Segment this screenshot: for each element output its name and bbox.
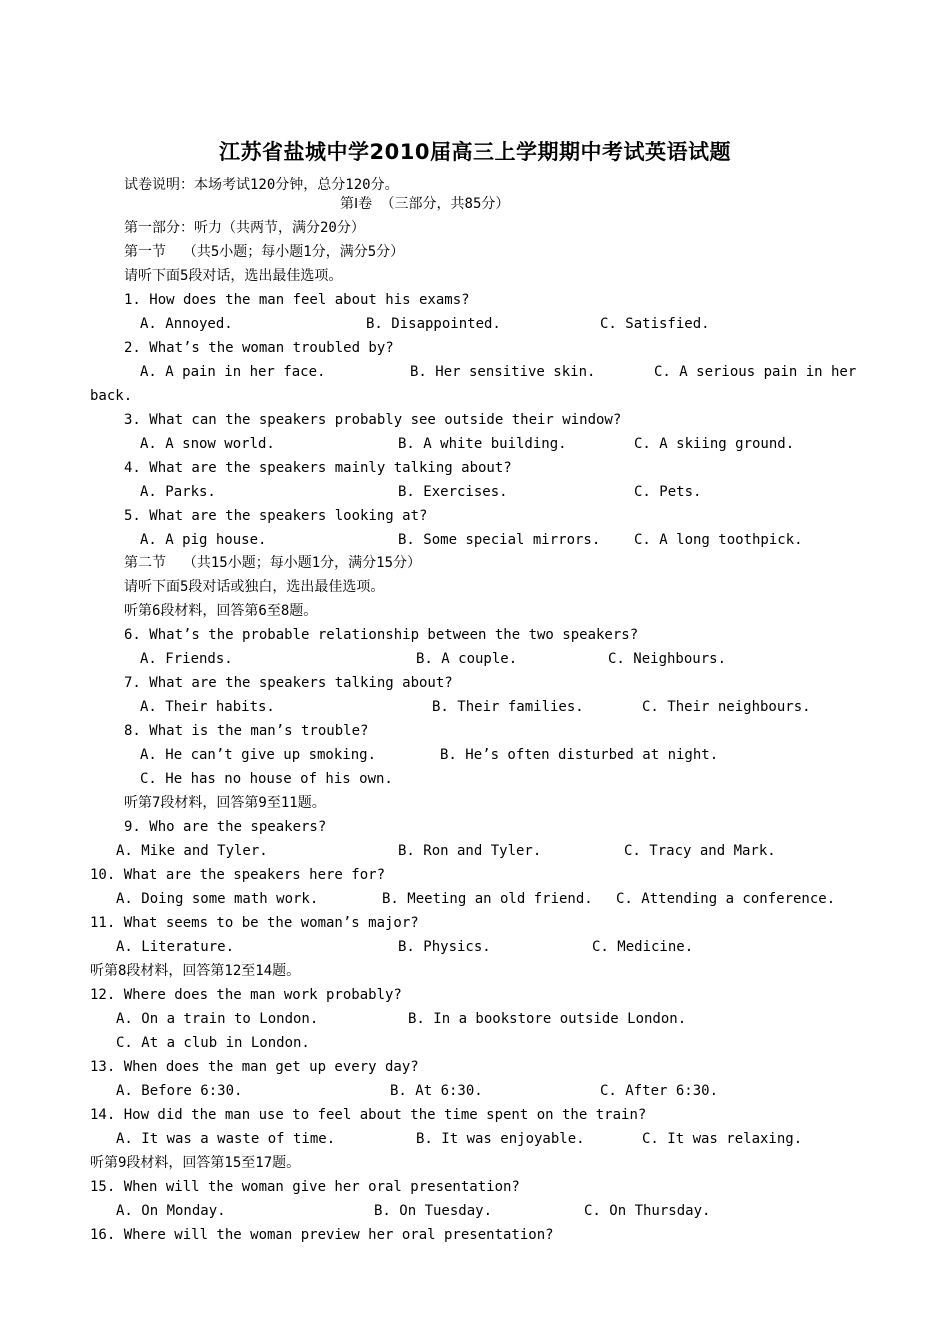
page-title: 江苏省盐城中学2010届高三上学期期中考试英语试题	[219, 140, 731, 164]
option-a: A. On a train to London.	[116, 1011, 319, 1027]
option-a: A. Annoyed.	[140, 316, 233, 332]
volume-heading: 第Ⅰ卷 （三部分，共85分）	[340, 196, 510, 212]
option-a: A. On Monday.	[116, 1203, 226, 1219]
question-10: 10. What are the speakers here for?	[90, 867, 386, 883]
option-b: B. On Tuesday.	[374, 1203, 493, 1219]
question-3: 3. What can the speakers probably see outside their window?	[124, 412, 622, 428]
question-2: 2. What’s the woman troubled by?	[124, 340, 394, 356]
part-heading: 第一部分：听力（共两节，满分20分）	[124, 220, 365, 236]
question-9: 9. Who are the speakers?	[124, 819, 327, 835]
option-b: B. He’s often disturbed at night.	[440, 747, 719, 763]
option-c-continued: back.	[90, 388, 133, 404]
material-heading: 听第6段材料，回答第6至8题。	[124, 603, 318, 619]
question-16: 16. Where will the woman preview her oral presentation?	[90, 1227, 554, 1243]
option-c: C. Attending a conference.	[616, 891, 836, 907]
option-c: C. It was relaxing.	[642, 1131, 803, 1147]
question-12: 12. Where does the man work probably?	[90, 987, 402, 1003]
option-b: B. Their families.	[432, 699, 584, 715]
option-b: B. Some special mirrors.	[398, 532, 601, 548]
question-15: 15. When will the woman give her oral presentation?	[90, 1179, 520, 1195]
option-c: C. Tracy and Mark.	[624, 843, 776, 859]
option-a: A. It was a waste of time.	[116, 1131, 336, 1147]
material-heading: 听第7段材料，回答第9至11题。	[124, 795, 326, 811]
question-8: 8. What is the man’s trouble?	[124, 723, 369, 739]
option-c: C. Satisfied.	[600, 316, 710, 332]
question-4: 4. What are the speakers mainly talking about?	[124, 460, 512, 476]
option-b: B. Physics.	[398, 939, 491, 955]
question-13: 13. When does the man get up every day?	[90, 1059, 419, 1075]
option-b: B. Disappointed.	[366, 316, 501, 332]
option-a: A. Mike and Tyler.	[116, 843, 268, 859]
material-heading: 听第8段材料，回答第12至14题。	[90, 963, 301, 979]
option-a: A. A snow world.	[140, 436, 275, 452]
section-instruction: 请听下面5段对话或独白，选出最佳选项。	[124, 579, 385, 595]
question-11: 11. What seems to be the woman’s major?	[90, 915, 419, 931]
option-b: B. Ron and Tyler.	[398, 843, 542, 859]
option-a: A. He can’t give up smoking.	[140, 747, 377, 763]
section-heading: 第二节 （共15小题；每小题1分，满分15分）	[124, 555, 421, 571]
option-a: A. Before 6:30.	[116, 1083, 243, 1099]
option-b: B. A white building.	[398, 436, 567, 452]
option-a: A. A pig house.	[140, 532, 267, 548]
option-c: C. After 6:30.	[600, 1083, 719, 1099]
option-b: B. Her sensitive skin.	[410, 364, 596, 380]
option-b: B. Exercises.	[398, 484, 508, 500]
option-c: C. He has no house of his own.	[140, 771, 393, 787]
option-c: C. Neighbours.	[608, 651, 727, 667]
option-a: A. Friends.	[140, 651, 233, 667]
option-c: C. A long toothpick.	[634, 532, 803, 548]
option-c: C. At a club in London.	[116, 1035, 310, 1051]
option-c: C. Medicine.	[592, 939, 694, 955]
option-c: C. A serious pain in her	[654, 364, 857, 380]
option-c: C. A skiing ground.	[634, 436, 795, 452]
option-c: C. On Thursday.	[584, 1203, 711, 1219]
option-c: C. Pets.	[634, 484, 702, 500]
question-7: 7. What are the speakers talking about?	[124, 675, 453, 691]
option-a: A. A pain in her face.	[140, 364, 326, 380]
section-instruction: 请听下面5段对话，选出最佳选项。	[124, 268, 343, 284]
question-1: 1. How does the man feel about his exams?	[124, 292, 470, 308]
question-6: 6. What’s the probable relationship between the two speakers?	[124, 627, 639, 643]
option-b: B. Meeting an old friend.	[382, 891, 593, 907]
option-b: B. It was enjoyable.	[416, 1131, 585, 1147]
option-a: A. Doing some math work.	[116, 891, 319, 907]
question-14: 14. How did the man use to feel about the time spent on the train?	[90, 1107, 647, 1123]
question-5: 5. What are the speakers looking at?	[124, 508, 428, 524]
option-b: B. A couple.	[416, 651, 518, 667]
option-c: C. Their neighbours.	[642, 699, 811, 715]
section-heading: 第一节 （共5小题；每小题1分，满分5分）	[124, 244, 405, 260]
material-heading: 听第9段材料，回答第15至17题。	[90, 1155, 301, 1171]
option-b: B. In a bookstore outside London.	[408, 1011, 687, 1027]
option-a: A. Their habits.	[140, 699, 275, 715]
option-b: B. At 6:30.	[390, 1083, 483, 1099]
option-a: A. Literature.	[116, 939, 235, 955]
option-a: A. Parks.	[140, 484, 216, 500]
exam-instructions: 试卷说明：本场考试120分钟，总分120分。	[124, 177, 399, 193]
